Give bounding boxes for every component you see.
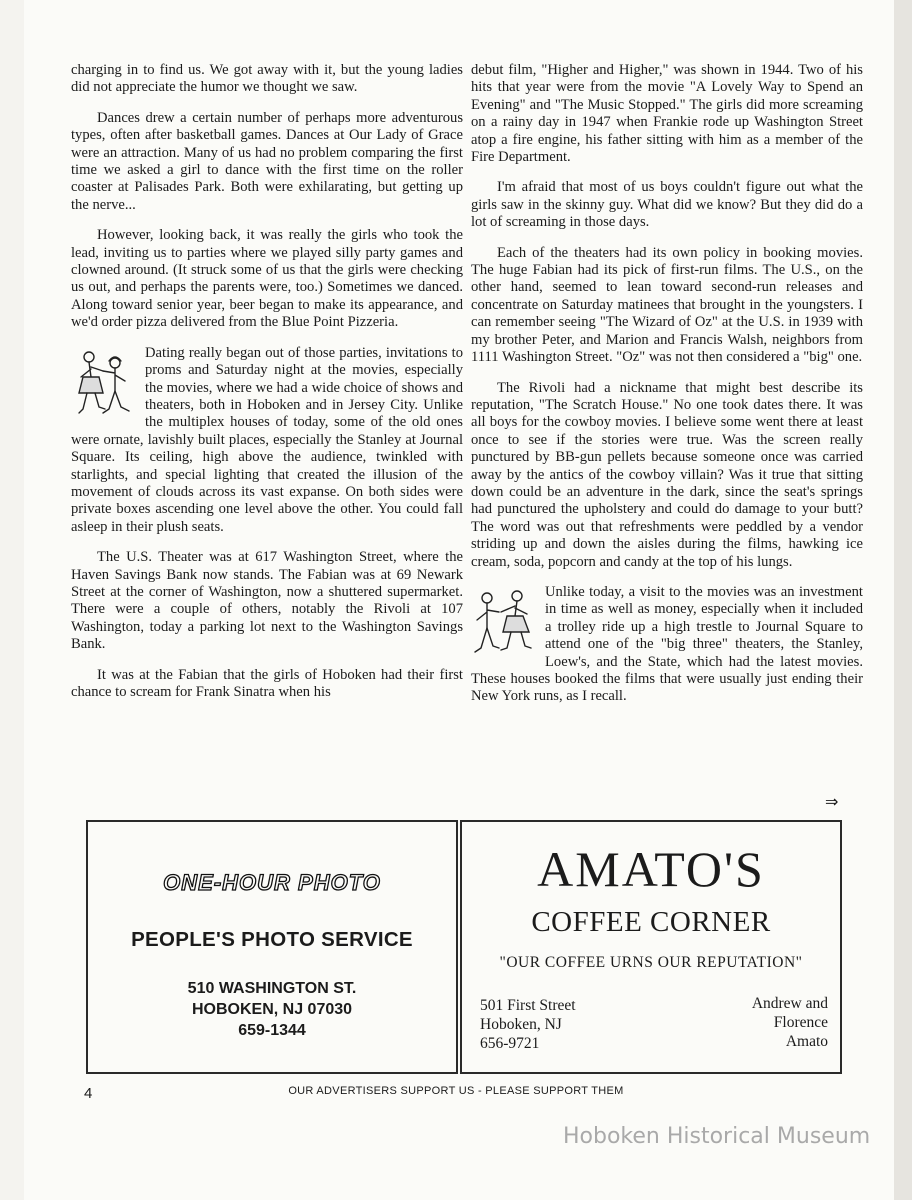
left-column bbox=[71, 62, 463, 714]
amato-ad-owners-line2: Florence bbox=[773, 1014, 828, 1031]
right-paragraph-5: Unlike today, a visit to the movies was an investment in time as well as money, especially when it included a trolley ride up a high trestle to Journal Square to attend one of the "big three" theaters, the Stanley, Loew's, and the State, which had the latest movies. These houses booked the films that were usually just ending their New York runs, as I recall. bbox=[471, 583, 863, 705]
amato-ad-address bbox=[480, 996, 576, 1053]
right-column bbox=[471, 62, 863, 719]
watermark: Hoboken Historical Museum bbox=[563, 1124, 871, 1149]
photo-ad-address-line1: 510 WASHINGTON ST. bbox=[187, 980, 357, 997]
footer-text: OUR ADVERTISERS SUPPORT US - PLEASE SUPPORT THEM bbox=[288, 1085, 624, 1097]
left-paragraph-1: charging in to find us. We got away with it, but the young ladies did not appreciate the humor we thought we saw. bbox=[71, 62, 463, 96]
dancing-couple-icon bbox=[71, 347, 137, 425]
amato-ad-address-line1: 501 First Street bbox=[480, 997, 576, 1014]
photo-ad-headline: ONE-HOUR PHOTO bbox=[163, 870, 381, 895]
left-paragraph-4-wrap bbox=[71, 345, 463, 536]
right-paragraph-1: debut film, "Higher and Higher," was shown in 1944. Two of his hits that year were from the movie "A Lovely Way to Spend an Evening" and "The Music Stopped." The girls did more screaming on a rainy day in 1947 when Frankie rode up Washington Street atop a fire engine, his father sitting with him as a member of the Fire Department. bbox=[471, 62, 863, 166]
amato-ad-owners-line3: Amato bbox=[785, 1033, 828, 1050]
right-paragraph-3: Each of the theaters had its own policy in booking movies. The huge Fabian had its pick of first-run films. The U.S., on the other hand, seemed to lean toward second-run releases and concentrate on Saturday matinees that brought in the youngsters. I can remember seeing "The Wizard of Oz" at the U.S. in 1939 with my brother Peter, and Marion and Francis Walsh, neighbors from 1111 Washington Street. "Oz" was not then considered a "big" one. bbox=[471, 244, 863, 366]
left-paragraph-5: The U.S. Theater was at 617 Washington Street, where the Haven Savings Bank now stands. The Fabian was at 69 Newark Street at the corner of Washington, now a shuttered supermarket. There were a couple of others, notably the Rivoli at 107 Washington, today a parking lot next to the Washington Savings Bank. bbox=[71, 549, 463, 653]
page-number: 4 bbox=[84, 1085, 93, 1102]
amato-ad-title: AMATO'S bbox=[537, 841, 765, 897]
photo-ad-address bbox=[88, 978, 456, 1041]
page-edge bbox=[894, 0, 912, 1200]
amato-ad-subtitle: COFFEE CORNER bbox=[531, 906, 771, 938]
left-paragraph-4: Dating really began out of those parties, invitations to proms and Saturday night at the movies, especially the movies, where we had a wide choice of shows and theaters, both in Hoboken and in Jersey City. Unlike the multiplex houses of today, some of the old ones were ornate, lavishly built places, especially the Stanley at Journal Square. Its ceiling, high above the audience, twinkled with starlights, and special lighting that created the illusion of the movement of clouds across its vast expanse. On both sides were private boxes ascending one level above the other. You could fall asleep in their plush seats. bbox=[71, 344, 463, 535]
ad-amatos-coffee bbox=[460, 820, 842, 1074]
photo-ad-name: PEOPLE'S PHOTO SERVICE bbox=[131, 928, 413, 951]
left-paragraph-3: However, looking back, it was really the girls who took the lead, inviting us to parties where we played silly party games and clowned around. (It struck some of us that the girls were checking us out, and perhaps the parents were, too.) Sometimes we danced. Along toward senior year, beer began to make its appearance, and we'd order pizza delivered from the Blue Point Pizzeria. bbox=[71, 227, 463, 331]
continued-arrow-icon: ⇒ bbox=[825, 792, 839, 811]
photo-ad-phone: 659-1344 bbox=[238, 1022, 306, 1039]
left-paragraph-6: It was at the Fabian that the girls of Hoboken had their first chance to scream for Frank Sinatra when his bbox=[71, 666, 463, 700]
right-paragraph-5-wrap bbox=[471, 584, 863, 706]
amato-ad-slogan: "OUR COFFEE URNS OUR REPUTATION" bbox=[499, 954, 803, 971]
amato-ad-address-line2: Hoboken, NJ bbox=[480, 1016, 562, 1033]
photo-ad-address-line2: HOBOKEN, NJ 07030 bbox=[191, 1001, 353, 1018]
right-paragraph-4: The Rivoli had a nickname that might best describe its reputation, "The Scratch House." No one took dates there. It was all boys for the cowboy movies. I believe some went there at least once to see if the stories were true. Was the screen really punctured by BB-gun pellets because someone once was carried away by the antics of the cowboy villain? Was it true that sitting down could be an adventure in the dark, since the seat's springs had punctured the upholstery and could do damage to your butt? The word was out that refreshments were peddled by a vendor striding up and down the aisles during the films, hawking ice cream, soda, popcorn and candy at the top of his lungs. bbox=[471, 379, 863, 570]
left-paragraph-2: Dances drew a certain number of perhaps more adventurous types, often after basketball games. Dances at Our Lady of Grace were an attraction. Many of us had no problem comparing the first time we asked a girl to dance with the first time on the roller coaster at Palisades Park. Both were exhilarating, but getting up the nerve... bbox=[71, 109, 463, 213]
amato-ad-owners bbox=[752, 994, 828, 1051]
amato-ad-owners-line1: Andrew and bbox=[751, 995, 828, 1012]
amato-ad-phone: 656-9721 bbox=[480, 1035, 540, 1052]
ad-peoples-photo bbox=[86, 820, 458, 1074]
dancing-couple-icon bbox=[471, 586, 537, 664]
right-paragraph-2: I'm afraid that most of us boys couldn't figure out what the girls saw in the skinny guy. What did we know? But they did do a lot of screaming in those days. bbox=[471, 179, 863, 231]
